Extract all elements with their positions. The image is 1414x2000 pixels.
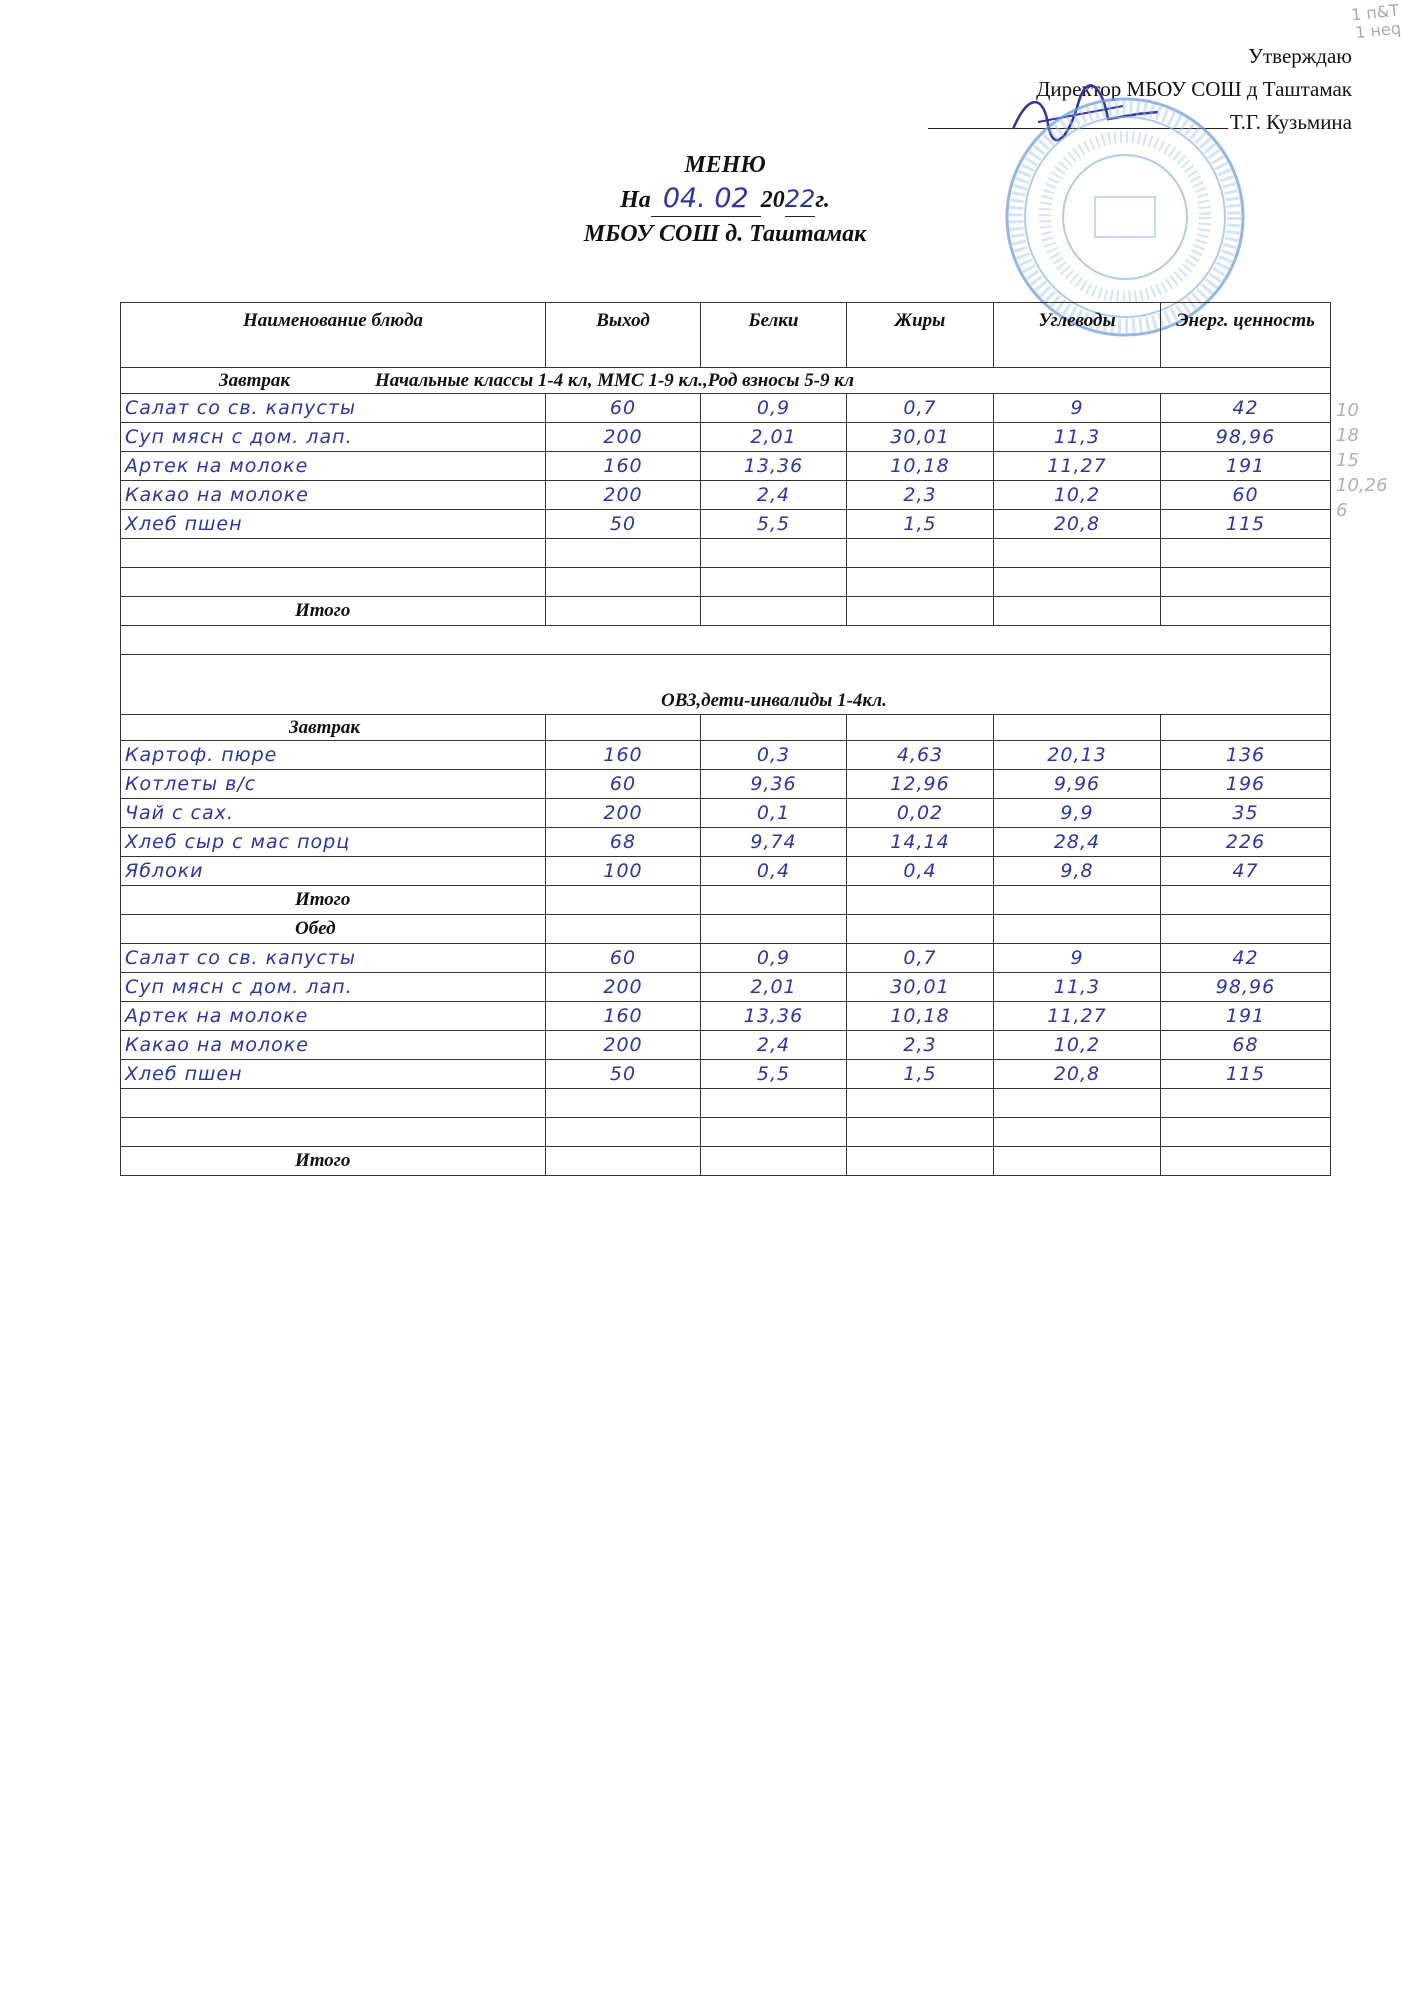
corner-mark: 1 неq [1354,18,1402,43]
total-row [121,886,1331,915]
school-name: МБОУ СОШ д. Таштамак [583,221,867,247]
menu-heading [540,148,910,251]
dish-name: Артек на молоке [121,452,546,481]
dish-name: Артек на молоке [121,1002,546,1031]
section2-caption-row [121,655,1331,715]
side-notes [1336,398,1388,523]
dish-name: Картоф. пюре [121,741,546,770]
header-dish-name: Наименование блюда [121,303,546,368]
table-row [121,1031,1331,1060]
menu-title: МЕНЮ [684,152,766,178]
dish-energy: 196 [1161,770,1331,799]
dish-fats: 0,02 [847,799,994,828]
dish-carbs: 11,3 [994,973,1161,1002]
menu-date-line [540,182,910,217]
table-row [121,394,1331,423]
table-row [121,452,1331,481]
side-note: 15 [1336,450,1359,471]
table-row [121,799,1331,828]
dish-name: Котлеты в/с [121,770,546,799]
table-row [121,481,1331,510]
dish-carbs: 10,2 [994,1031,1161,1060]
dish-carbs: 10,2 [994,481,1161,510]
dish-fats: 1,5 [847,510,994,539]
section1-group: Начальные классы 1-4 кл, ММС 1-9 кл.,Род взносы 5-9 кл [375,369,855,391]
side-note: 18 [1336,425,1359,446]
empty-row [121,539,1331,568]
dish-energy: 191 [1161,1002,1331,1031]
table-row [121,423,1331,452]
section1-meal: Завтрак [218,369,290,391]
empty-row [121,568,1331,597]
dish-carbs: 9 [994,944,1161,973]
dish-energy: 98,96 [1161,973,1331,1002]
dish-yield: 160 [546,1002,701,1031]
lunch-label: Обед [121,915,546,944]
menu-table [120,302,1331,1176]
dish-energy: 136 [1161,741,1331,770]
dish-yield: 200 [546,1031,701,1060]
total-label: Итого [121,597,546,626]
dish-proteins: 2,01 [701,423,847,452]
dish-energy: 115 [1161,510,1331,539]
dish-proteins: 2,4 [701,1031,847,1060]
dish-carbs: 11,27 [994,452,1161,481]
dish-carbs: 9,8 [994,857,1161,886]
dish-carbs: 20,13 [994,741,1161,770]
year-value: 22 [785,182,816,217]
section1-caption-row [121,368,1331,394]
breakfast-label: Завтрак [121,715,546,741]
dish-energy: 42 [1161,944,1331,973]
dish-fats: 4,63 [847,741,994,770]
dish-name: Хлеб пшен [121,1060,546,1089]
dish-proteins: 0,1 [701,799,847,828]
dish-name: Чай с сах. [121,799,546,828]
dish-name: Суп мясн с дом. лап. [121,423,546,452]
total-row [121,597,1331,626]
dish-fats: 0,4 [847,857,994,886]
dish-carbs: 9,9 [994,799,1161,828]
dish-carbs: 9,96 [994,770,1161,799]
dish-energy: 47 [1161,857,1331,886]
approval-title: Утверждаю [1248,44,1352,68]
dish-energy: 191 [1161,452,1331,481]
dish-proteins: 0,9 [701,394,847,423]
dish-name: Яблоки [121,857,546,886]
table-row [121,770,1331,799]
date-value: 04. 02 [651,182,761,217]
dish-energy: 115 [1161,1060,1331,1089]
header-energy: Энерг. ценность [1161,303,1331,368]
dish-yield: 100 [546,857,701,886]
dish-carbs: 28,4 [994,828,1161,857]
dish-fats: 12,96 [847,770,994,799]
dish-name: Салат со св. капусты [121,394,546,423]
lunch-caption-row [121,915,1331,944]
table-row [121,944,1331,973]
header-proteins: Белки [701,303,847,368]
dish-yield: 200 [546,799,701,828]
dish-fats: 2,3 [847,481,994,510]
dish-yield: 60 [546,770,701,799]
dish-fats: 0,7 [847,394,994,423]
spacer-row [121,626,1331,655]
dish-proteins: 13,36 [701,452,847,481]
dish-yield: 200 [546,423,701,452]
dish-yield: 160 [546,741,701,770]
header-carbs: Углеводы [994,303,1161,368]
table-row [121,1060,1331,1089]
year-suffix: г. [815,187,830,213]
dish-name: Хлеб пшен [121,510,546,539]
dish-fats: 14,14 [847,828,994,857]
dish-name: Салат со св. капусты [121,944,546,973]
total-row [121,1147,1331,1176]
dish-fats: 10,18 [847,1002,994,1031]
header-yield: Выход [546,303,701,368]
dish-proteins: 2,4 [701,481,847,510]
dish-yield: 200 [546,973,701,1002]
dish-carbs: 9 [994,394,1161,423]
dish-name: Суп мясн с дом. лап. [121,973,546,1002]
year-prefix: 20 [760,187,785,213]
dish-proteins: 9,36 [701,770,847,799]
dish-proteins: 5,5 [701,510,847,539]
dish-yield: 60 [546,394,701,423]
dish-carbs: 11,3 [994,423,1161,452]
dish-fats: 30,01 [847,973,994,1002]
dish-fats: 10,18 [847,452,994,481]
dish-name: Какао на молоке [121,1031,546,1060]
table-row [121,1002,1331,1031]
dish-energy: 98,96 [1161,423,1331,452]
dish-carbs: 20,8 [994,510,1161,539]
corner-pencil-marks [1350,2,1401,43]
side-note: 10,26 [1336,475,1388,496]
dish-yield: 200 [546,481,701,510]
dish-energy: 226 [1161,828,1331,857]
dish-energy: 35 [1161,799,1331,828]
table-row [121,857,1331,886]
table-header-row [121,303,1331,368]
dish-name: Какао на молоке [121,481,546,510]
table-row [121,510,1331,539]
empty-row [121,1089,1331,1118]
corner-mark: 1 п&Т [1350,0,1400,25]
empty-row [121,1118,1331,1147]
dish-proteins: 5,5 [701,1060,847,1089]
side-note: 6 [1336,500,1348,521]
dish-fats: 1,5 [847,1060,994,1089]
dish-fats: 0,7 [847,944,994,973]
director-name: Т.Г. Кузьмина [1229,110,1352,134]
dish-proteins: 2,01 [701,973,847,1002]
dish-proteins: 9,74 [701,828,847,857]
dish-proteins: 0,3 [701,741,847,770]
dish-fats: 2,3 [847,1031,994,1060]
dish-proteins: 13,36 [701,1002,847,1031]
breakfast-caption-row [121,715,1331,741]
dish-carbs: 11,27 [994,1002,1161,1031]
dish-name: Хлеб сыр с мас порц [121,828,546,857]
dish-yield: 68 [546,828,701,857]
dish-energy: 68 [1161,1031,1331,1060]
header-fats: Жиры [847,303,994,368]
dish-fats: 30,01 [847,423,994,452]
dish-yield: 60 [546,944,701,973]
total-label: Итого [121,886,546,915]
side-note: 10 [1336,400,1359,421]
dish-proteins: 0,9 [701,944,847,973]
table-row [121,973,1331,1002]
dish-energy: 42 [1161,394,1331,423]
dish-proteins: 0,4 [701,857,847,886]
table-row [121,741,1331,770]
dish-yield: 50 [546,1060,701,1089]
dish-yield: 160 [546,452,701,481]
section2-group: ОВЗ,дети-инвалиды 1-4кл. [121,655,1331,715]
approval-position: Директор МБОУ СОШ д Таштамак [1036,77,1352,101]
date-prefix: На [620,187,651,213]
table-row [121,828,1331,857]
dish-yield: 50 [546,510,701,539]
dish-carbs: 20,8 [994,1060,1161,1089]
total-label: Итого [121,1147,546,1176]
section1-caption [121,368,1331,394]
dish-energy: 60 [1161,481,1331,510]
